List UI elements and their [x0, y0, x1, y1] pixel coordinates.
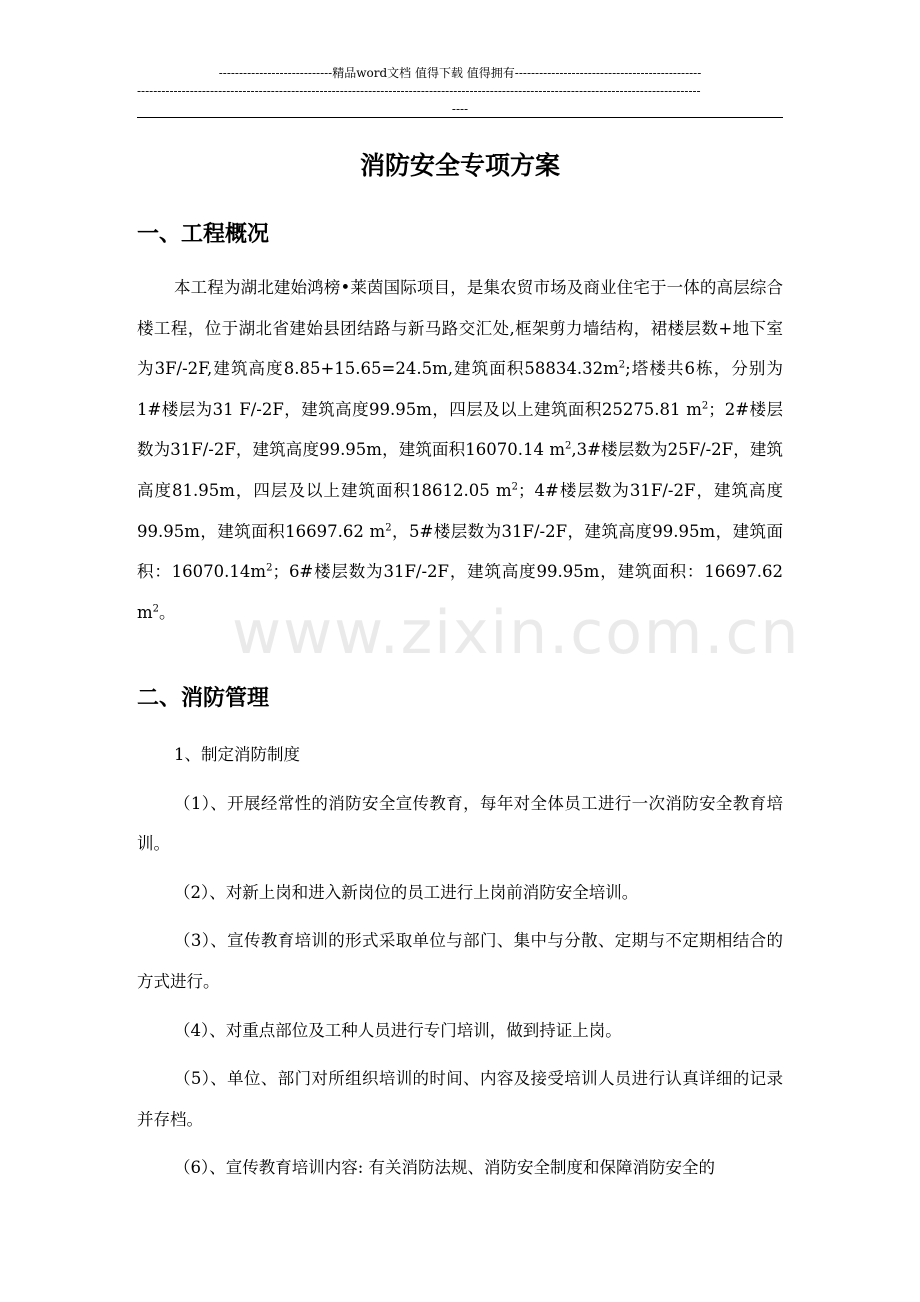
list-item: （6）、宣传教育培训内容: 有关消防法规、消防安全制度和保障消防安全的 [174, 1158, 716, 1178]
header-line-1: ----------------------------精品word文档 值得下载 值得拥有---------------------------------------------- [218, 66, 702, 80]
overview-body [137, 268, 783, 633]
fire-management-body [137, 735, 783, 1189]
section-heading-fire-management: 二、消防管理 [137, 686, 270, 711]
list-item: （1）、开展经常性的消防安全宣传教育，每年对全体员工进行一次消防安全教育培训。 [137, 793, 783, 854]
superscript: 2 [618, 359, 626, 371]
superscript: 2 [385, 522, 392, 534]
list-item: 1、制定消防制度 [174, 745, 300, 764]
header-line-3: ---- [451, 102, 469, 116]
overview-text-b: ;塔楼共6栋，分别为1#楼层为31 F/-2F，建筑高度99.95m，四层及以上建筑面积25275.81 m [137, 359, 783, 419]
watermark: www.zixin.com.cn [232, 598, 801, 668]
superscript: 2 [701, 400, 709, 412]
section-heading-overview: 一、工程概况 [137, 222, 270, 247]
header-line-2: ------------------------------------------------------------------------------------------------------------------------------------------- [137, 84, 701, 98]
overview-paragraph [137, 268, 783, 633]
overview-text-d: ,3#楼层数为25F/-2F，建筑高度81.95m，四层及以上建筑面积18612.05 m [137, 440, 783, 500]
page-header [137, 64, 783, 118]
superscript: 2 [511, 481, 519, 493]
list-item: （2）、对新上岗和进入新岗位的员工进行上岗前消防安全培训。 [174, 882, 639, 902]
overview-text-e: ；4#楼层数为31F/-2F，建筑高度99.95m，建筑面积16697.62 m [137, 480, 783, 541]
superscript: 2 [266, 562, 273, 574]
superscript: 2 [152, 603, 160, 615]
overview-text-a: 本工程为湖北建始鸿榜•莱茵国际项目，是集农贸市场及商业住宅于一体的高层综合楼工程，位于湖北省建始县团结路与新马路交汇处,框架剪力墙结构，裙楼层数+地下室为3F/-2F,建筑高度8.85+15.65=24.5m,建筑面积58834.32m [137, 278, 783, 379]
document-title: 消防安全专项方案 [359, 151, 560, 180]
overview-text-f: ，5#楼层数为31F/-2F，建筑高度99.95m，建筑面积：16070.14m [137, 521, 783, 582]
header-rule [137, 117, 783, 118]
list-item: （5）、单位、部门对所组织培训的时间、内容及接受培训人员进行认真详细的记录并存档。 [137, 1069, 783, 1129]
list-item: （3）、宣传教育培训的形式采取单位与部门、集中与分散、定期与不定期相结合的方式进行。 [137, 931, 783, 991]
overview-text-c: ；2#楼层数为31F/-2F，建筑高度99.95m，建筑面积16070.14 m [137, 399, 783, 460]
overview-text-g: ；6#楼层数为31F/-2F，建筑高度99.95m，建筑面积：16697.62 m [137, 562, 783, 622]
superscript: 2 [564, 440, 572, 452]
list-item: （4）、对重点部位及工种人员进行专门培训，做到持证上岗。 [174, 1020, 622, 1040]
overview-text-h: 。 [159, 602, 176, 622]
